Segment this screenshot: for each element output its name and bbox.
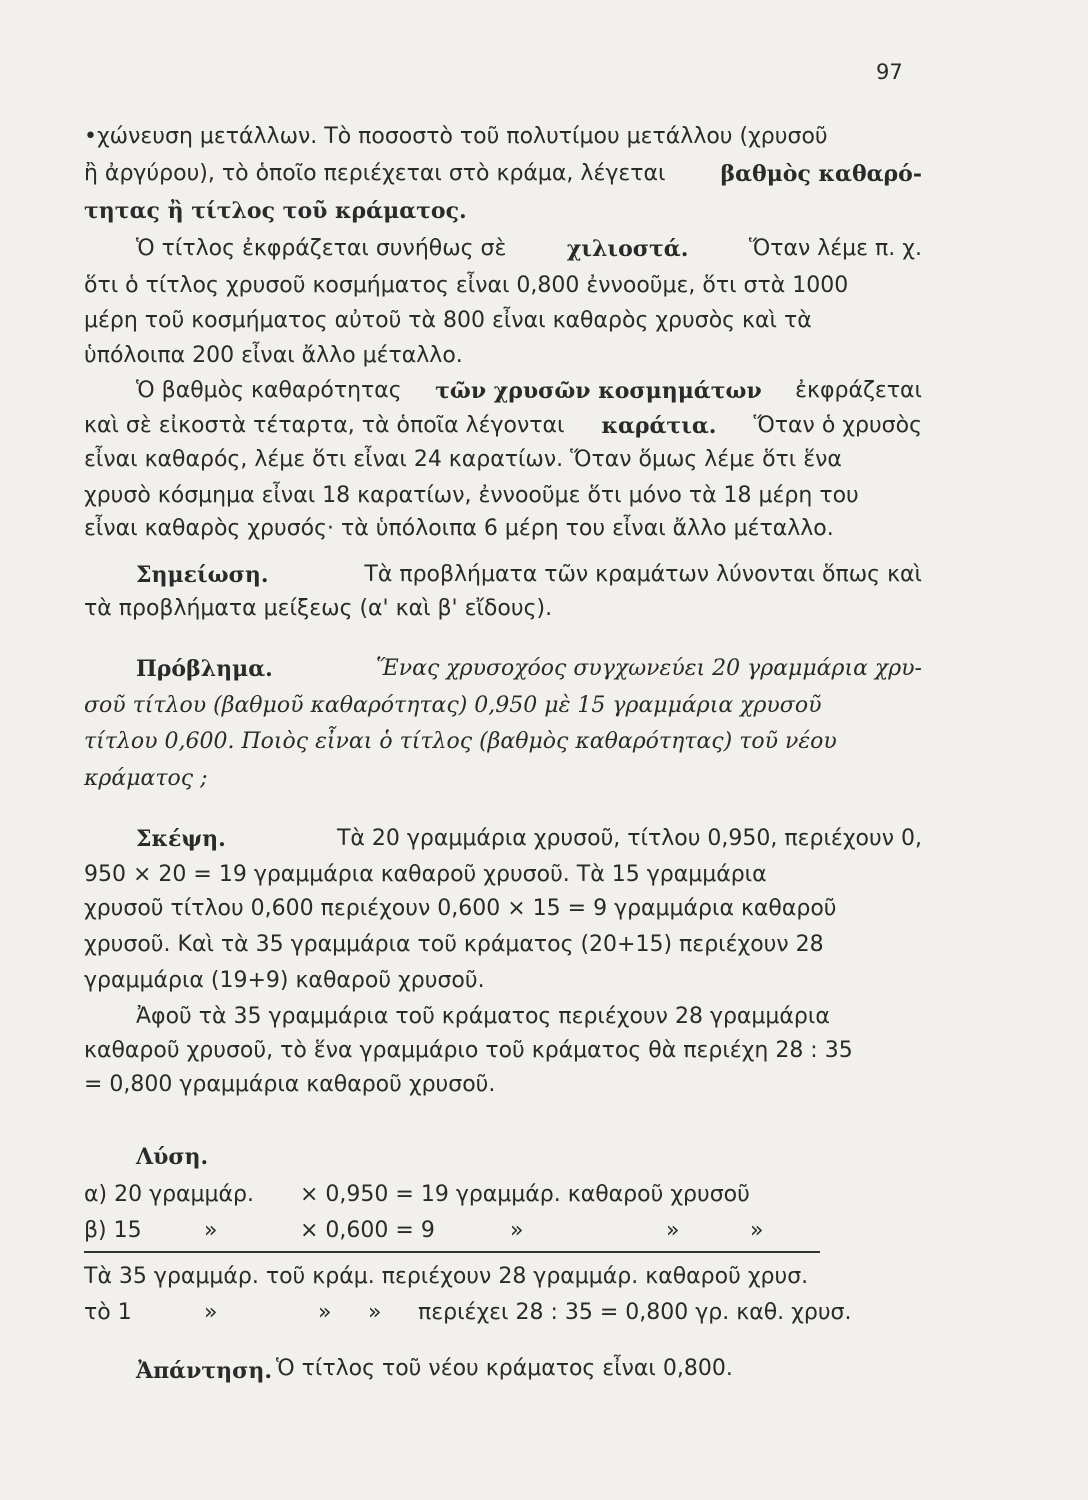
solution-total2-rest: περιέχει 28 : 35 = 0,800 γρ. καθ. χρυσ.: [418, 1300, 852, 1325]
text-span: ὅτι ὁ τίτλος χρυσοῦ κοσμήματος εἶναι 0,800 ἐννοοῦμε, ὅτι στὰ 1000: [84, 273, 849, 298]
text-span: Τὰ 35 γραμμάρ. τοῦ κράμ. περιέχουν 28 γραμμάρ. καθαροῦ χρυσ.: [84, 1264, 809, 1289]
text-line: [84, 159, 922, 189]
solution-row-b-calc: × 0,600 = 9: [300, 1218, 435, 1243]
thought-line: [84, 1070, 922, 1100]
text-span: καθαροῦ χρυσοῦ, τὸ ἕνα γραμμάριο τοῦ κράματος θὰ περιέχη 28 : 35: [84, 1038, 853, 1063]
text-line: [84, 376, 922, 406]
text-line: [84, 514, 922, 544]
problem-line: [84, 691, 922, 721]
text-span: Τὰ 20 γραμμάρια χρυσοῦ, τίτλου 0,950, περιέχουν 0,: [336, 826, 922, 851]
bold-term: χιλιοστά.: [566, 236, 689, 262]
text-span: χρυσὸ κόσμημα εἶναι 18 καρατίων, ἐννοοῦμε ὅτι μόνο τὰ 18 μέρη του: [84, 483, 859, 508]
text-line: [84, 234, 922, 264]
text-span: γραμμάρια (19+9) καθαροῦ χρυσοῦ.: [84, 968, 485, 993]
note-label: Σημείωση.: [136, 562, 269, 588]
text-span: εἶναι καθαρός, λέμε ὅτι εἶναι 24 καρατίων. Ὅταν ὅμως λέμε ὅτι ἕνα: [84, 447, 842, 472]
text-span: Ἕνας χρυσοχόος συγχωνεύει 20 γραμμάρια χρυ-: [376, 656, 922, 681]
text-span: Ὅταν ὁ χρυσὸς: [753, 413, 922, 438]
text-span: ἐκφράζεται: [795, 378, 922, 403]
problem-label: Πρόβλημα.: [136, 656, 273, 682]
text-span: ὑπόλοιπα 200 εἶναι ἄλλο μέταλλο.: [84, 343, 463, 368]
solution-row-b-start: β) 15: [84, 1218, 142, 1243]
text-span: 950 × 20 = 19 γραμμάρια καθαροῦ χρυσοῦ. Τὰ 15 γραμμάρια: [84, 862, 767, 887]
ditto-mark: »: [368, 1300, 382, 1325]
text-span: χρυσοῦ. Καὶ τὰ 35 γραμμάρια τοῦ κράματος (20+15) περιέχουν 28: [84, 932, 824, 957]
note-line: [84, 594, 922, 624]
text-line: [84, 481, 922, 511]
text-line: [84, 411, 922, 441]
text-span: •χώνευση μετάλλων. Τὸ ποσοστὸ τοῦ πολυτίμου μετάλλου (χρυσοῦ: [84, 124, 828, 149]
ditto-mark: »: [204, 1300, 218, 1325]
text-line: [84, 271, 922, 301]
answer-text: Ὁ τίτλος τοῦ νέου κράματος εἶναι 0,800.: [276, 1356, 733, 1381]
problem-line: [84, 654, 922, 684]
text-span: Ὅταν λέμε π. χ.: [748, 236, 922, 261]
text-span: χρυσοῦ τίτλου 0,600 περιέχουν 0,600 × 15 = 9 γραμμάρια καθαροῦ: [84, 896, 837, 921]
ditto-mark: »: [204, 1218, 218, 1243]
text-span: Ἀφοῦ τὰ 35 γραμμάρια τοῦ κράματος περιέχουν 28 γραμμάρια: [136, 1004, 830, 1029]
text-span: τὰ προβλήματα μείξεως (α' καὶ β' εἴδους).: [84, 596, 553, 621]
text-line: [84, 196, 922, 226]
bold-term: βαθμὸς καθαρό-: [720, 161, 922, 187]
text-span: Ὁ βαθμὸς καθαρότητας: [136, 378, 402, 403]
text-span: Ὁ τίτλος ἐκφράζεται συνήθως σὲ: [136, 236, 507, 261]
ditto-mark: »: [318, 1300, 332, 1325]
text-span: καὶ σὲ εἰκοστὰ τέταρτα, τὰ ὁποῖα λέγονται: [84, 413, 565, 438]
text-span: τίτλου 0,600. Ποιὸς εἶναι ὁ τίτλος (βαθμὸς καθαρότητας) τοῦ νέου: [84, 729, 837, 754]
text-span: Τὰ προβλήματα τῶν κραμάτων λύνονται ὅπως καὶ: [364, 562, 922, 587]
text-span: μέρη τοῦ κοσμήματος αὐτοῦ τὰ 800 εἶναι καθαρὸς χρυσὸς καὶ τὰ: [84, 308, 812, 333]
thought-line: [84, 894, 922, 924]
answer-label: Ἀπάντηση.: [136, 1358, 273, 1384]
text-span: ἢ ἀργύρου), τὸ ὁποῖο περιέχεται στὸ κράμα, λέγεται: [84, 161, 666, 186]
solution-label: Λύση.: [136, 1144, 209, 1170]
solution-row-a-rest: × 0,950 = 19 γραμμάρ. καθαροῦ χρυσοῦ: [300, 1182, 750, 1207]
solution-total2-start: τὸ 1: [84, 1300, 132, 1325]
ditto-mark: »: [666, 1218, 680, 1243]
solution-row-a-start: α) 20 γραμμάρ.: [84, 1182, 255, 1207]
thought-line: [84, 966, 922, 996]
thought-line: [84, 860, 922, 890]
bold-term: τῶν χρυσῶν κοσμημάτων: [435, 378, 762, 404]
thought-line: [84, 930, 922, 960]
thought-line: [84, 824, 922, 854]
ditto-mark: »: [510, 1218, 524, 1243]
problem-line: [84, 727, 922, 757]
text-span: σοῦ τίτλου (βαθμοῦ καθαρότητας) 0,950 μὲ 15 γραμμάρια χρυσοῦ: [84, 693, 822, 718]
bold-term: τητας ἢ τίτλος τοῦ κράματος.: [84, 198, 467, 224]
text-line: [84, 306, 922, 336]
thought-line: [84, 1002, 922, 1032]
thought-line: [84, 1036, 922, 1066]
text-line: [84, 341, 922, 371]
page-number: 97: [876, 60, 903, 84]
bold-term: καράτια.: [601, 413, 717, 439]
solution-total-line: [84, 1262, 922, 1292]
text-line: [84, 122, 922, 152]
thought-label: Σκέψη.: [136, 826, 226, 852]
problem-line: [84, 764, 922, 794]
text-span: κράματος ;: [84, 766, 208, 791]
sum-rule: [84, 1251, 820, 1253]
text-span: εἶναι καθαρὸς χρυσός· τὰ ὑπόλοιπα 6 μέρη του εἶναι ἄλλο μέταλλο.: [84, 516, 834, 541]
note-line: [84, 560, 922, 590]
ditto-mark: »: [750, 1218, 764, 1243]
text-line: [84, 445, 922, 475]
text-span: = 0,800 γραμμάρια καθαροῦ χρυσοῦ.: [84, 1072, 496, 1097]
